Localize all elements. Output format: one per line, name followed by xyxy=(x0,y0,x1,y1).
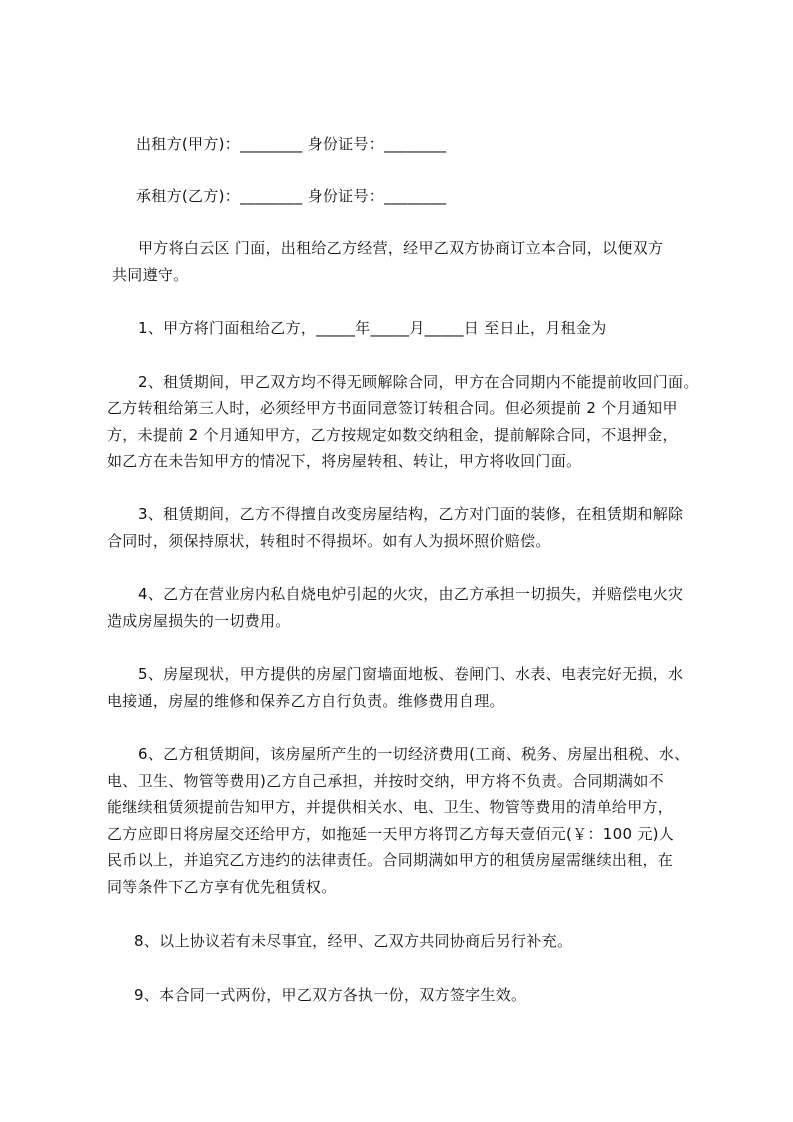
clause-2-line-3: 方，未提前 2 个月通知甲方，乙方按规定如数交纳租金，提前解除合同，不退押金， xyxy=(107,426,678,444)
intro-line-1: 甲方将白云区 门面，出租给乙方经营，经甲乙双方协商订立本合同，以便双方 xyxy=(138,239,664,257)
clause-6-line-2: 电、卫生、物管等费用)乙方自己承担，并按时交纳，甲方将不负责。合同期满如不 xyxy=(107,772,664,790)
clause-3-line-1: 3、租赁期间，乙方不得擅自改变房屋结构，乙方对门面的装修，在租赁期和解除 xyxy=(138,505,684,523)
clause-6-line-1: 6、乙方租赁期间，该房屋所产生的一切经济费用(工商、税务、房屋出租税、水、 xyxy=(138,745,690,763)
lessor-line: 出租方(甲方)：________ 身份证号：________ xyxy=(136,135,447,153)
clause-3-line-2: 合同时，须保持原状，转租时不得损坏。如有人为损坏照价赔偿。 xyxy=(107,532,551,550)
clause-5-line-2: 电接通，房屋的维修和保养乙方自行负责。维修费用自理。 xyxy=(107,692,505,710)
clause-2-line-2: 乙方转租给第三人时，必须经甲方书面同意签订转租合同。但必须提前 2 个月通知甲 xyxy=(107,399,678,417)
clause-4-line-1: 4、乙方在营业房内私自烧电炉引起的火灾，由乙方承担一切损失，并赔偿电火灾 xyxy=(138,585,684,603)
clause-6-line-3: 能继续租赁须提前告知甲方，并提供相关水、电、卫生、物管等费用的清单给甲方， xyxy=(107,798,674,816)
clause-4-line-2: 造成房屋损失的一切费用。 xyxy=(107,612,291,630)
clause-8-line-1: 8、以上协议若有未尽事宜，经甲、乙双方共同协商后另行补充。 xyxy=(134,932,573,950)
clause-2-line-1: 2、租赁期间，甲乙双方均不得无顾解除合同，甲方在合同期内不能提前收回门面。 xyxy=(138,373,699,391)
intro-line-2: 共同遵守。 xyxy=(112,266,189,284)
lessee-line: 承租方(乙方)：________ 身份证号：________ xyxy=(136,187,447,205)
clause-6-line-5: 民币以上，并追究乙方违约的法律责任。合同期满如甲方的租赁房屋需继续出租，在 xyxy=(107,851,674,869)
clause-5-line-1: 5、房屋现状，甲方提供的房屋门窗墙面地板、卷闸门、水表、电表完好无损，水 xyxy=(138,665,684,683)
clause-6-line-6: 同等条件下乙方享有优先租赁权。 xyxy=(107,878,337,896)
clause-2-line-4: 如乙方在未告知甲方的情况下，将房屋转租、转让，甲方将收回门面。 xyxy=(107,452,582,470)
clause-6-line-4: 乙方应即日将房屋交还给甲方，如拖延一天甲方将罚乙方每天壹佰元(￥：100 元)人 xyxy=(107,825,675,843)
clause-1-line-1: 1、甲方将门面租给乙方，_____年_____月_____日 至日止，月租金为 xyxy=(138,319,607,337)
clause-9-line-1: 9、本合同一式两份，甲乙双方各执一份，双方签字生效。 xyxy=(134,986,527,1004)
